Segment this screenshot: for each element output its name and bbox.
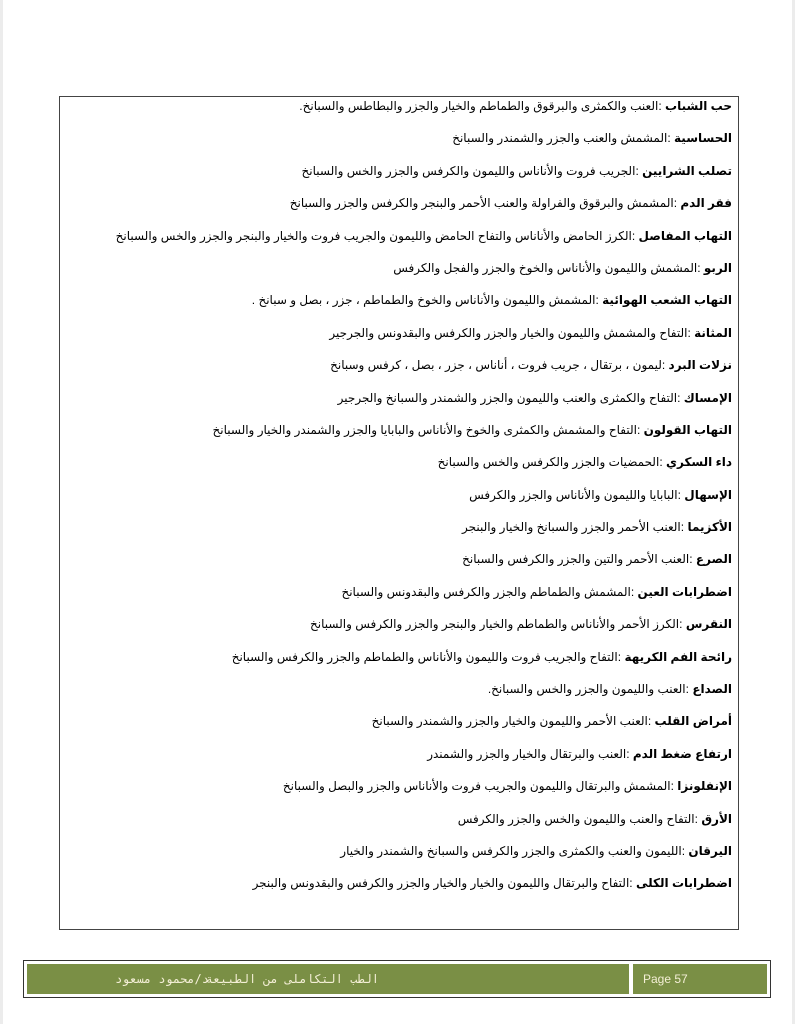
- condition-term: أمراض القلب: [654, 714, 732, 729]
- list-item: [72, 227, 732, 259]
- condition-term: الأكزيما: [687, 520, 732, 535]
- condition-term: الأرق: [701, 811, 732, 826]
- separator: :: [689, 552, 696, 567]
- condition-term: الصرع: [695, 552, 732, 567]
- separator: :: [626, 746, 633, 761]
- condition-term: حب الشباب: [665, 99, 732, 113]
- separator: :: [685, 682, 693, 697]
- condition-term: تصلب الشرايين: [642, 163, 732, 178]
- list-item: [72, 518, 732, 550]
- food-list: التفاح والمشمش والليمون والخيار والجزر والكرفس والبقدونس والجرجير: [329, 325, 688, 340]
- separator: :: [694, 811, 702, 826]
- list-item: [72, 777, 732, 809]
- condition-term: التهاب الشعب الهوائية: [602, 293, 732, 308]
- page-footer: [23, 960, 771, 998]
- separator: :: [687, 325, 695, 340]
- list-item: [72, 453, 732, 485]
- list-item: [72, 842, 732, 874]
- separator: :: [636, 422, 644, 437]
- separator: :: [595, 293, 603, 308]
- condition-term: داء السكري: [665, 455, 732, 470]
- condition-term: التهاب القولون: [643, 422, 732, 437]
- condition-term: المثانة: [694, 325, 732, 340]
- page-edge-left: [0, 0, 3, 1024]
- separator: :: [670, 779, 678, 794]
- food-list: المشمش والعنب والجزر والشمندر والسبانخ: [452, 131, 668, 146]
- condition-term: الإمساك: [683, 390, 732, 405]
- list-item: [72, 97, 732, 129]
- condition-term: التهاب المفاصل: [638, 228, 732, 243]
- condition-term: اليرقان: [688, 843, 732, 858]
- list-item: [72, 810, 732, 842]
- condition-term: اضطرابات الكلى: [635, 876, 732, 891]
- food-list: المشمش والبرتقال والليمون والجريب فروت والأناناس والجزر والبصل والسبانخ: [282, 779, 671, 794]
- condition-term: الربو: [703, 260, 732, 275]
- separator: :: [677, 390, 684, 405]
- food-list: العنب الأحمر والليمون والخيار والجزر والشمندر والسبانخ: [371, 714, 648, 729]
- food-list: ليمون ، برتقال ، جريب فروت ، أناناس ، جزر ، بصل ، كرفس وسبانخ: [330, 358, 662, 373]
- food-list: العنب والليمون والجزر والخس والسبانخ.: [487, 682, 686, 697]
- food-list: المشمش والليمون والأناناس والخوخ والجزر والفجل والكرفس: [393, 260, 698, 275]
- list-item: [72, 648, 732, 680]
- content-box: [59, 96, 739, 930]
- entries-list: [72, 97, 732, 907]
- separator: :: [647, 714, 655, 729]
- food-list: التفاح والبرتقال والليمون والخيار والخيار والجزر والكرفس والبقدونس والبنجر: [252, 876, 630, 891]
- food-list: التفاح والمشمش والكمثرى والخوخ والأناناس والبابايا والجزر والشمندر والخيار والسبانخ: [212, 422, 637, 437]
- condition-term: رائحة الفم الكريهة: [624, 649, 732, 664]
- separator: :: [630, 584, 638, 599]
- food-list: المشمش والطماطم والجزر والكرفس والبقدونس والسبانخ: [341, 584, 631, 599]
- food-list: الليمون والعنب والكمثرى والجزر والكرفس والسبانخ والشمندر والخيار: [340, 843, 682, 858]
- separator: :: [661, 358, 669, 373]
- list-item: [72, 129, 732, 161]
- food-list: الكرز الأحمر والأناناس والطماطم والخيار والبنجر والجزر والكرفس والسبانخ: [310, 617, 680, 632]
- food-list: الكرز الحامض والأناناس والتفاح الحامض والليمون والجريب فروت والخيار والبنجر والجزر والخس والسبانخ: [115, 228, 632, 243]
- condition-term: نزلات البرد: [668, 358, 732, 373]
- separator: :: [659, 455, 666, 470]
- footer-author: د/محمود مسعود: [115, 972, 209, 986]
- list-item: [72, 615, 732, 647]
- food-list: المشمش والليمون والأناناس والخوخ والطماطم ، جزر ، بصل و سبانخ .: [251, 293, 596, 308]
- footer-title-bar: [27, 964, 629, 994]
- list-item: [72, 421, 732, 453]
- separator: :: [677, 487, 685, 502]
- separator: :: [681, 843, 689, 858]
- food-list: التفاح والجريب فروت والليمون والأناناس والطماطم والجزر والكرفس والسبانخ: [231, 649, 618, 664]
- food-list: البابايا والليمون والأناناس والجزر والكرفس: [469, 487, 678, 502]
- separator: :: [629, 876, 636, 891]
- list-item: [72, 712, 732, 744]
- list-item: [72, 486, 732, 518]
- condition-term: اضطرابات العين: [637, 584, 732, 599]
- list-item: [72, 194, 732, 226]
- condition-term: الإسهال: [684, 487, 732, 502]
- separator: :: [631, 228, 639, 243]
- footer-book-title: الطب التكاملى من الطبيعة: [205, 972, 379, 986]
- condition-term: الصداع: [692, 682, 732, 697]
- food-list: التفاح والكمثرى والعنب والليمون والجزر والشمندر والسبانخ والجرجير: [337, 390, 678, 405]
- list-item: [72, 745, 732, 777]
- separator: :: [667, 131, 675, 146]
- list-item: [72, 389, 732, 421]
- condition-term: ارتفاع ضغط الدم: [632, 746, 732, 761]
- food-list: التفاح والعنب والليمون والخس والجزر والكرفس: [457, 811, 695, 826]
- separator: :: [673, 196, 681, 211]
- condition-term: فقر الدم: [680, 196, 732, 211]
- separator: :: [635, 163, 643, 178]
- food-list: العنب الأحمر والتين والجزر والكرفس والسبانخ: [462, 552, 690, 567]
- list-item: [72, 259, 732, 291]
- condition-term: الحساسية: [674, 131, 732, 146]
- food-list: العنب والكمثرى والبرقوق والطماطم والخيار والجزر والبطاطس والسبانخ.: [299, 99, 659, 113]
- list-item: [72, 162, 732, 194]
- separator: :: [658, 99, 666, 113]
- list-item: [72, 356, 732, 388]
- separator: :: [680, 520, 688, 535]
- condition-term: الإنفلونزا: [677, 779, 732, 794]
- food-list: المشمش والبرقوق والفراولة والعنب الأحمر والبنجر والكرفس والجزر والسبانخ: [289, 196, 674, 211]
- list-item: [72, 874, 732, 906]
- list-item: [72, 680, 732, 712]
- list-item: [72, 291, 732, 323]
- food-list: العنب الأحمر والجزر والسبانخ والخيار والبنجر: [461, 520, 681, 535]
- food-list: العنب والبرتقال والخيار والجزر والشمندر: [427, 746, 627, 761]
- separator: :: [697, 260, 704, 275]
- list-item: [72, 583, 732, 615]
- list-item: [72, 550, 732, 582]
- list-item: [72, 324, 732, 356]
- food-list: الحمضيات والجزر والكرفس والخس والسبانخ: [437, 455, 660, 470]
- footer-page-number: Page 57: [633, 964, 767, 994]
- separator: :: [679, 617, 686, 632]
- food-list: الجريب فروت والأناناس والليمون والكرفس والجزر والخس والسبانخ: [301, 163, 636, 178]
- separator: :: [617, 649, 625, 664]
- condition-term: النقرس: [685, 617, 732, 632]
